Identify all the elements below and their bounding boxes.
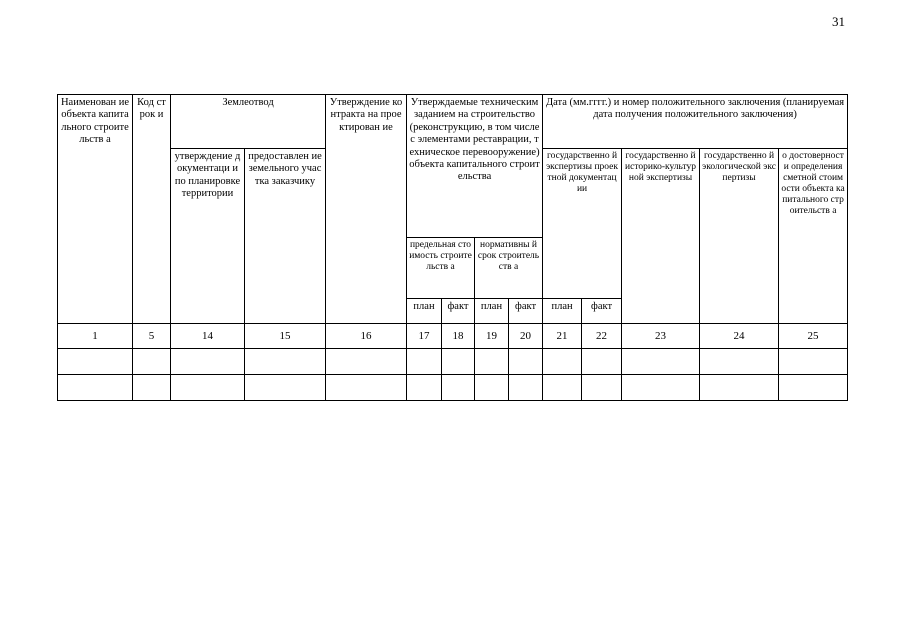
data-cell bbox=[509, 375, 543, 401]
fact-label: факт bbox=[442, 299, 475, 324]
data-cell bbox=[700, 349, 779, 375]
header-eco-exam: государственно й экологической экспертизы bbox=[700, 149, 779, 324]
header-land-provision: предоставлен ие земельного участка заказчику bbox=[245, 149, 326, 324]
data-cell bbox=[509, 349, 543, 375]
data-cell bbox=[407, 349, 442, 375]
data-cell bbox=[543, 375, 582, 401]
data-cell bbox=[582, 349, 622, 375]
column-number: 18 bbox=[442, 324, 475, 349]
page-number: 31 bbox=[832, 14, 845, 29]
data-cell bbox=[171, 349, 245, 375]
data-cell bbox=[622, 375, 700, 401]
data-cell bbox=[475, 375, 509, 401]
data-cell bbox=[407, 375, 442, 401]
data-cell bbox=[326, 375, 407, 401]
header-name: Наименован ие объекта капитального строительств а bbox=[58, 95, 133, 324]
header-task: Утверждаемые техническим заданием на строительство (реконструкцию, в том числе с элементами реставрации, техническое перевооружение) объекта капитального строительства bbox=[407, 95, 543, 238]
header-cost-exam: о достоверност и определения сметной стоимости объекта капитального строительств а bbox=[779, 149, 848, 324]
column-number: 1 bbox=[58, 324, 133, 349]
data-cell bbox=[58, 375, 133, 401]
data-cell bbox=[700, 375, 779, 401]
header-price-limit: предельная стоимость строительств а bbox=[407, 238, 475, 299]
fact-label: факт bbox=[509, 299, 543, 324]
header-code: Код строк и bbox=[133, 95, 171, 324]
data-cell bbox=[245, 375, 326, 401]
column-number: 5 bbox=[133, 324, 171, 349]
form-table bbox=[57, 94, 848, 401]
plan-label: план bbox=[407, 299, 442, 324]
column-number-row bbox=[58, 324, 848, 349]
data-cell bbox=[622, 349, 700, 375]
header-contract: Утверждение контракта на проектирован ие bbox=[326, 95, 407, 324]
column-number: 15 bbox=[245, 324, 326, 349]
data-cell bbox=[543, 349, 582, 375]
column-number: 24 bbox=[700, 324, 779, 349]
data-cell bbox=[582, 375, 622, 401]
data-cell bbox=[442, 349, 475, 375]
header-hist-exam: государственно й историко-культурной экспертизы bbox=[622, 149, 700, 324]
header-land-approval: утверждение документаци и по планировке территории bbox=[171, 149, 245, 324]
column-number: 14 bbox=[171, 324, 245, 349]
data-cell bbox=[475, 349, 509, 375]
column-number: 20 bbox=[509, 324, 543, 349]
data-cell bbox=[58, 349, 133, 375]
header-state-exam: государственно й экспертизы проектной документации bbox=[543, 149, 622, 299]
data-cell bbox=[133, 349, 171, 375]
header-conclusion: Дата (мм.гггг.) и номер положительного заключения (планируемая дата получения положительного заключения) bbox=[543, 95, 848, 149]
column-number: 25 bbox=[779, 324, 848, 349]
header-norm-term: нормативны й срок строительств а bbox=[475, 238, 543, 299]
column-number: 22 bbox=[582, 324, 622, 349]
column-number: 17 bbox=[407, 324, 442, 349]
data-cell bbox=[171, 375, 245, 401]
data-cell bbox=[442, 375, 475, 401]
data-cell bbox=[133, 375, 171, 401]
column-number: 21 bbox=[543, 324, 582, 349]
plan-label: план bbox=[475, 299, 509, 324]
header-land: Землеотвод bbox=[171, 95, 326, 149]
data-cell bbox=[779, 349, 848, 375]
plan-label: план bbox=[543, 299, 582, 324]
table-row bbox=[58, 375, 848, 401]
table-row bbox=[58, 349, 848, 375]
data-cell bbox=[779, 375, 848, 401]
fact-label: факт bbox=[582, 299, 622, 324]
data-cell bbox=[326, 349, 407, 375]
data-cell bbox=[245, 349, 326, 375]
column-number: 16 bbox=[326, 324, 407, 349]
column-number: 19 bbox=[475, 324, 509, 349]
column-number: 23 bbox=[622, 324, 700, 349]
